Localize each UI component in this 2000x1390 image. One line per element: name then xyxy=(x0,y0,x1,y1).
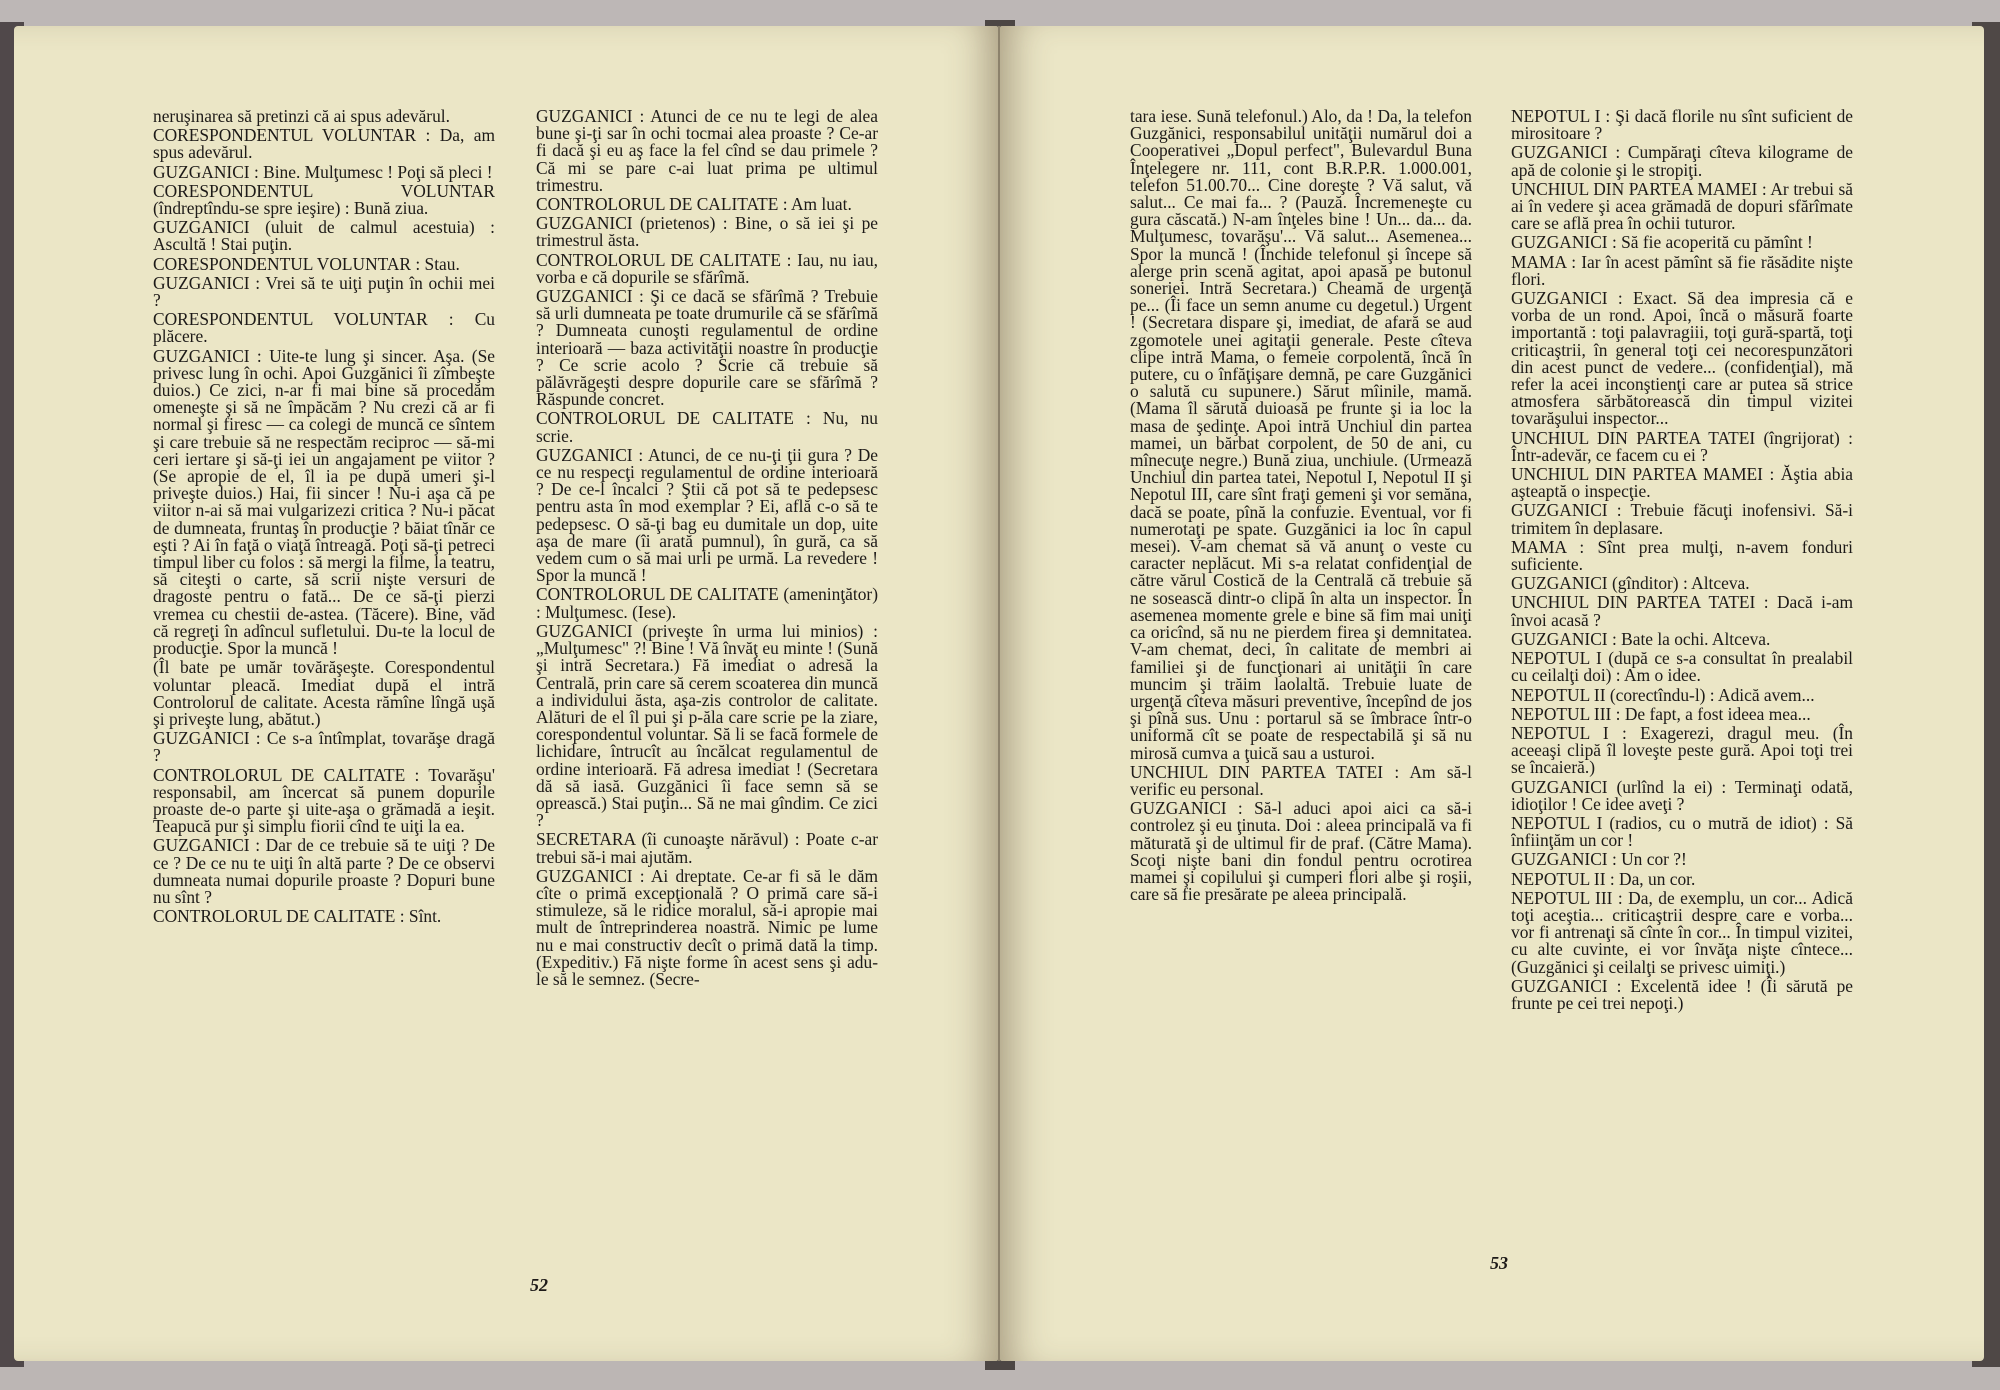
dialogue-paragraph: GUZGANICI : Şi ce dacă se sfărîmă ? Trebuie să urli dumneata pe toate drumurile că se sfărîmă ? Dumneata cunoşti regulamentul de ordine interioară — baza activităţii noastre în producţie ? Ce scrie acolo ? Scrie că trebuie să pălăvrăgeşti despre dopurile care se sfărîmă ? Răspunde concret. xyxy=(536,286,878,410)
dialogue-paragraph: UNCHIUL DIN PARTEA TATEI : Dacă i-am învoi acasă ? xyxy=(1511,592,1853,630)
dialogue-paragraph: NEPOTUL III : De fapt, a fost ideea mea... xyxy=(1511,703,1811,724)
dialogue-paragraph: UNCHIUL DIN PARTEA MAMEI : Ar trebui să ai în vedere şi acea grămadă de dopuri sfărîmate care se află prea în ochii tuturor. xyxy=(1511,178,1853,234)
right-page-column-2 xyxy=(1511,108,1853,1268)
dialogue-paragraph: UNCHIUL DIN PARTEA TATEI (îngrijorat) : Într-adevăr, ce facem cu ei ? xyxy=(1511,427,1853,465)
dialogue-paragraph: GUZGANICI : Bate la ochi. Altceva. xyxy=(1511,628,1771,649)
dialogue-paragraph: CONTROLORUL DE CALITATE : Iau, nu iau, vorba e că dopurile se sfărîmă. xyxy=(536,249,878,287)
dialogue-paragraph: SECRETARA (îi cunoaşte nărăvul) : Poate c-ar trebui să-i mai ajutăm. xyxy=(536,829,878,867)
right-page-column-1 xyxy=(1130,108,1472,1268)
dialogue-paragraph: GUZGANICI : Exact. Să dea impresia că e vorba de un rond. Apoi, încă o măsură foarte importantă : toţi palavragiii, toţi gură-spartă, toţi criticaştrii, în general toţi cei necorespunzători din acest punct de vedere... (confidenţial), mă refer la acei inconştienţi care ar putea să strice atmosfera sărbătorească din timpul vizitei tovarăşului inspector... xyxy=(1511,288,1853,429)
left-page-column-2 xyxy=(536,108,878,1268)
dialogue-paragraph: GUZGANICI : Vrei să te uiţi puţin în ochii mei ? xyxy=(153,272,495,311)
page-gutter xyxy=(998,26,1000,1361)
dialogue-paragraph: GUZGANICI : Dar de ce trebuie să te uiţi ? De ce ? De ce nu te uiţi în altă parte ? De ce observi dumneata numai dopurile proaste ? Dopuri bune nu sînt ? xyxy=(153,835,495,907)
dialogue-paragraph: CORESPONDENTUL VOLUNTAR : Cu plăcere. xyxy=(153,309,495,347)
dialogue-paragraph: GUZGANICI : Ai dreptate. Ce-ar fi să le dăm cîte o primă excepţională ? O primă care să-i stimuleze, să le ridice moralul, să-i apropie mai mult de întreprinderea noastră. Nimic pe lume nu e mai constructiv decît o primă dată la timp. (Expeditiv.) Fă nişte forme în acest sens şi adu-le să le semnez. (Secre- xyxy=(536,865,878,989)
dialogue-paragraph: GUZGANICI : Excelentă idee ! (Îi sărută pe frunte pe cei trei nepoţi.) xyxy=(1511,975,1853,1013)
dialogue-paragraph: NEPOTUL I (după ce s-a consultat în prealabil cu ceilalţi doi) : Am o idee. xyxy=(1511,648,1853,686)
dialogue-paragraph: GUZGANICI : Bine. Mulţumesc ! Poţi să pleci ! xyxy=(153,161,493,182)
dialogue-paragraph: NEPOTUL I (radios, cu o mutră de idiot) : Să înfiinţăm un cor ! xyxy=(1511,812,1853,851)
dialogue-paragraph: GUZGANICI (urlînd la ei) : Terminaţi odată, idioţilor ! Ce idee aveţi ? xyxy=(1511,776,1853,814)
left-page xyxy=(14,26,998,1361)
dialogue-paragraph: GUZGANICI (prietenos) : Bine, o să iei şi pe trimestrul ăsta. xyxy=(536,213,878,251)
dialogue-paragraph: tara iese. Sună telefonul.) Alo, da ! Da, la telefon Guzgănici, responsabilul unităţii numărul doi a Cooperativei „Dopul perfect", Bulevardul Buna Înţelegere nr. 111, cont B.R.P.R. 1.000.001, telefon 51.00.70... Cine doreşte ? Vă salut, vă salut... Ce mai fa... ? (Pauză. Încremeneşte cu gura căscată.) N-am înţeles bine ! Un... da... da. Mulţumesc, tovarăşu'... Vă salut... Asemenea... Spor la muncă ! (Închide telefonul şi începe să alerge prin scenă agitat, apoi apasă pe butonul soneriei. Intră Secretara.) Cheamă de urgenţă pe... (Îi face un semn anume cu degetul.) Urgent ! (Secretara dispare şi, imediat, de afară se aud zgomotele unei agitaţii generale. Peste cîteva clipe intră Mama, o femeie corpolentă, încă în putere, cu o înfăţişare demnă, pe care Guzgănici o salută cu supunere.) Sărut mîinile, mamă. (Mama îl sărută duioasă pe frunte şi ia loc la masa de şedinţe. Apoi intră Unchiul din partea mamei, un bărbat corpolent, de 50 de ani, cu mînecuţe negre.) Bună ziua, unchiule. (Urmează Unchiul din partea tatei, Nepotul I, Nepotul II şi Nepotul III, care sînt fraţi gemeni şi vor semăna, dacă se poate, pînă la confuzie. Eventual, vor fi numerotaţi pe spate. Guzgănici ia loc în capul mesei). V-am chemat să vă anunţ o veste cu caracter neplăcut. Mi s-a relatat confidenţial de către vărul Costică de la Centrală că trebuie să ne sosească dintr-o clipă în alta un inspector. În asemenea momente grele e bine să fim mai uniţi ca oricînd, să nu ne pierdem firea şi demnitatea. V-am chemat, deci, în calitate de membri ai familiei şi de funcţionari ai unităţii în care muncim şi trăim laolaltă. Trebuie luate de urgenţă cîteva măsuri preventive, începînd de jos şi pînă sus. Unu : portarul să se îmbrace într-o uniformă cît se poate de respectabilă şi să nu mirosă cumva a ţuică sau a usturoi. xyxy=(1130,108,1472,763)
dialogue-paragraph: MAMA : Sînt prea mulţi, n-avem fonduri suficiente. xyxy=(1511,536,1853,575)
dialogue-paragraph: (Îl bate pe umăr tovărăşeşte. Corespondentul voluntar pleacă. Imediat după el intră Controlorul de calitate. Acesta rămîne lîngă uşă şi priveşte lung, abătut.) xyxy=(153,657,495,729)
dialogue-paragraph: CONTROLORUL DE CALITATE (ameninţător) : Mulţumesc. (Iese). xyxy=(536,584,878,622)
page-number-right: 53 xyxy=(1490,1253,1508,1273)
page-number-left: 52 xyxy=(530,1275,548,1295)
dialogue-paragraph: GUZGANICI : Trebuie făcuţi inofensivi. Să-i trimitem în deplasare. xyxy=(1511,500,1853,538)
dialogue-paragraph: GUZGANICI : Atunci de ce nu te legi de alea bune şi-ţi sar în ochi tocmai alea proaste ? Ce-ar fi dacă şi eu aş face la fel cînd se dau primele ? Că mi se pare c-ai luat prima pe ultimul trimestru. xyxy=(536,108,878,195)
dialogue-paragraph: CORESPONDENTUL VOLUNTAR : Da, am spus adevărul. xyxy=(153,125,495,163)
dialogue-paragraph: UNCHIUL DIN PARTEA MAMEI : Ăştia abia aşteaptă o inspecţie. xyxy=(1511,464,1853,502)
dialogue-paragraph: CONTROLORUL DE CALITATE : Tovarăşu' responsabil, am încercat să punem dopurile proaste de-o parte şi uite-aşa o grămadă a ieşit. Teapucă pur şi simplu fiorii cînd te uiţi la ea. xyxy=(153,764,495,837)
dialogue-paragraph: GUZGANICI (uluit de calmul acestuia) : Ascultă ! Stai puţin. xyxy=(153,217,495,255)
dialogue-paragraph: neruşinarea să pretinzi că ai spus adevărul. xyxy=(153,108,450,126)
dialogue-paragraph: CONTROLORUL DE CALITATE : Nu, nu scrie. xyxy=(536,408,878,446)
dialogue-paragraph: GUZGANICI : Cumpăraţi cîteva kilograme de apă de colonie şi le stropiţi. xyxy=(1511,142,1853,180)
dialogue-paragraph: GUZGANICI : Uite-te lung şi sincer. Aşa. (Se privesc lung în ochi. Apoi Guzgănici îi zîmbeşte duios.) Ce zici, n-ar fi mai bine să procedăm omeneşte şi să ne împăcăm ? Nu crezi că ar fi normal şi firesc — ca colegi de muncă ce sîntem şi care trebuie să ne respectăm reciproc — să-mi ceri iertare şi să-ţi iei un angajament pe viitor ? (Se apropie de el, îl ia pe după umeri şi-l priveşte duios.) Hai, fii sincer ! Nu-i aşa că pe viitor n-ai să mai vulgarizezi critica ? Nu-i păcat de dumneata, fruntaş în producţie ? băiat tînăr ce eşti ? Ai în faţă o viaţă întreagă. Poţi să-ţi petreci timpul liber cu folos : să mergi la filme, la teatru, să citeşti o carte, să scrii nişte versuri de dragoste pentru o fată... De ce să-ţi pierzi vremea cu chestii de-astea. (Tăcere). Bine, văd că regreţi în adîncul sufletului. Du-te la locul de producţie. Spor la muncă ! xyxy=(153,345,495,659)
dialogue-paragraph: CONTROLORUL DE CALITATE : Sînt. xyxy=(153,906,442,927)
right-page xyxy=(1000,26,1984,1361)
dialogue-paragraph: GUZGANICI : Atunci, de ce nu-ţi ţii gura ? De ce nu respecţi regulamentul de ordine interioară ? De ce-l încalci ? Ştii că pot să te pedepsesc pentru asta în mod exemplar ? Ei, află c-o să te pedepsesc. O să-ţi bag eu dumitale un dop, uite aşa de mare (îi arată pumnul), în gură, ca să vedem cum o să mai urli pe urmă. La revedere ! Spor la muncă ! xyxy=(536,444,878,586)
dialogue-paragraph: NEPOTUL III : Da, de exemplu, un cor... Adică toţi aceştia... criticaştrii despre care e vorba... vor fi antrenaţi să cînte în cor... În timpul vizitei, cu alte cuvinte, ei vor învăţa nişte cîntece... (Guzgănici şi ceilalţi se privesc uimiţi.) xyxy=(1511,887,1853,977)
dialogue-paragraph: GUZGANICI : Ce s-a întîmplat, tovarăşe dragă ? xyxy=(153,728,495,766)
dialogue-paragraph: GUZGANICI : Un cor ?! xyxy=(1511,849,1687,870)
dialogue-paragraph: CORESPONDENTUL VOLUNTAR (îndreptîndu-se spre ieşire) : Bună ziua. xyxy=(153,180,495,219)
dialogue-paragraph: NEPOTUL II (corectîndu-l) : Adică avem... xyxy=(1511,684,1815,705)
dialogue-paragraph: NEPOTUL II : Da, un cor. xyxy=(1511,868,1696,889)
dialogue-paragraph: GUZGANICI (gînditor) : Altceva. xyxy=(1511,573,1750,594)
left-page-column-1 xyxy=(153,108,495,1268)
dialogue-paragraph: GUZGANICI : Să-l aduci apoi aici ca să-i controlez şi eu ţinuta. Doi : aleea principală va fi măturată şi de ultimul fir de praf. (Către Mama). Scoţi nişte bani din fondul pentru ocrotirea mamei şi copilului şi cumperi flori albe şi roşii, care să fie presărate pe aleea principală. xyxy=(1130,798,1472,905)
dialogue-paragraph: UNCHIUL DIN PARTEA TATEI : Am să-l verific eu personal. xyxy=(1130,761,1472,799)
dialogue-paragraph: MAMA : Iar în acest pămînt să fie răsădite nişte flori. xyxy=(1511,251,1853,289)
dialogue-paragraph: GUZGANICI : Să fie acoperită cu pămînt ! xyxy=(1511,232,1813,253)
dialogue-paragraph: NEPOTUL I : Exagerezi, dragul meu. (În aceeaşi clipă îl loveşte peste gură. Apoi toţi trei se încaieră.) xyxy=(1511,722,1853,778)
dialogue-paragraph: NEPOTUL I : Şi dacă florile nu sînt suficient de mirositoare ? xyxy=(1511,108,1853,144)
dialogue-paragraph: CORESPONDENTUL VOLUNTAR : Stau. xyxy=(153,253,460,274)
dialogue-paragraph: CONTROLORUL DE CALITATE : Am luat. xyxy=(536,194,852,215)
dialogue-paragraph: GUZGANICI (priveşte în urma lui minios) : „Mulţumesc" ?! Bine ! Vă învăţ eu minte ! (Sună şi intră Secretara.) Fă imediat o adresă la Centrală, prin care să cerem scoaterea din muncă a individului ăsta, aşa-zis controlor de calitate. Alături de el îl pui şi p-ăla care scrie pe la ziare, corespondentul voluntar. Să li se facă formele de lichidare, întrucît au încălcat regulamentul de ordine interioară. Fă adresa imediat ! (Secretara dă să iasă. Guzgănici îi face semn să se oprească.) Stai puţin... Să ne mai gîndim. Ce zici ? xyxy=(536,620,878,831)
